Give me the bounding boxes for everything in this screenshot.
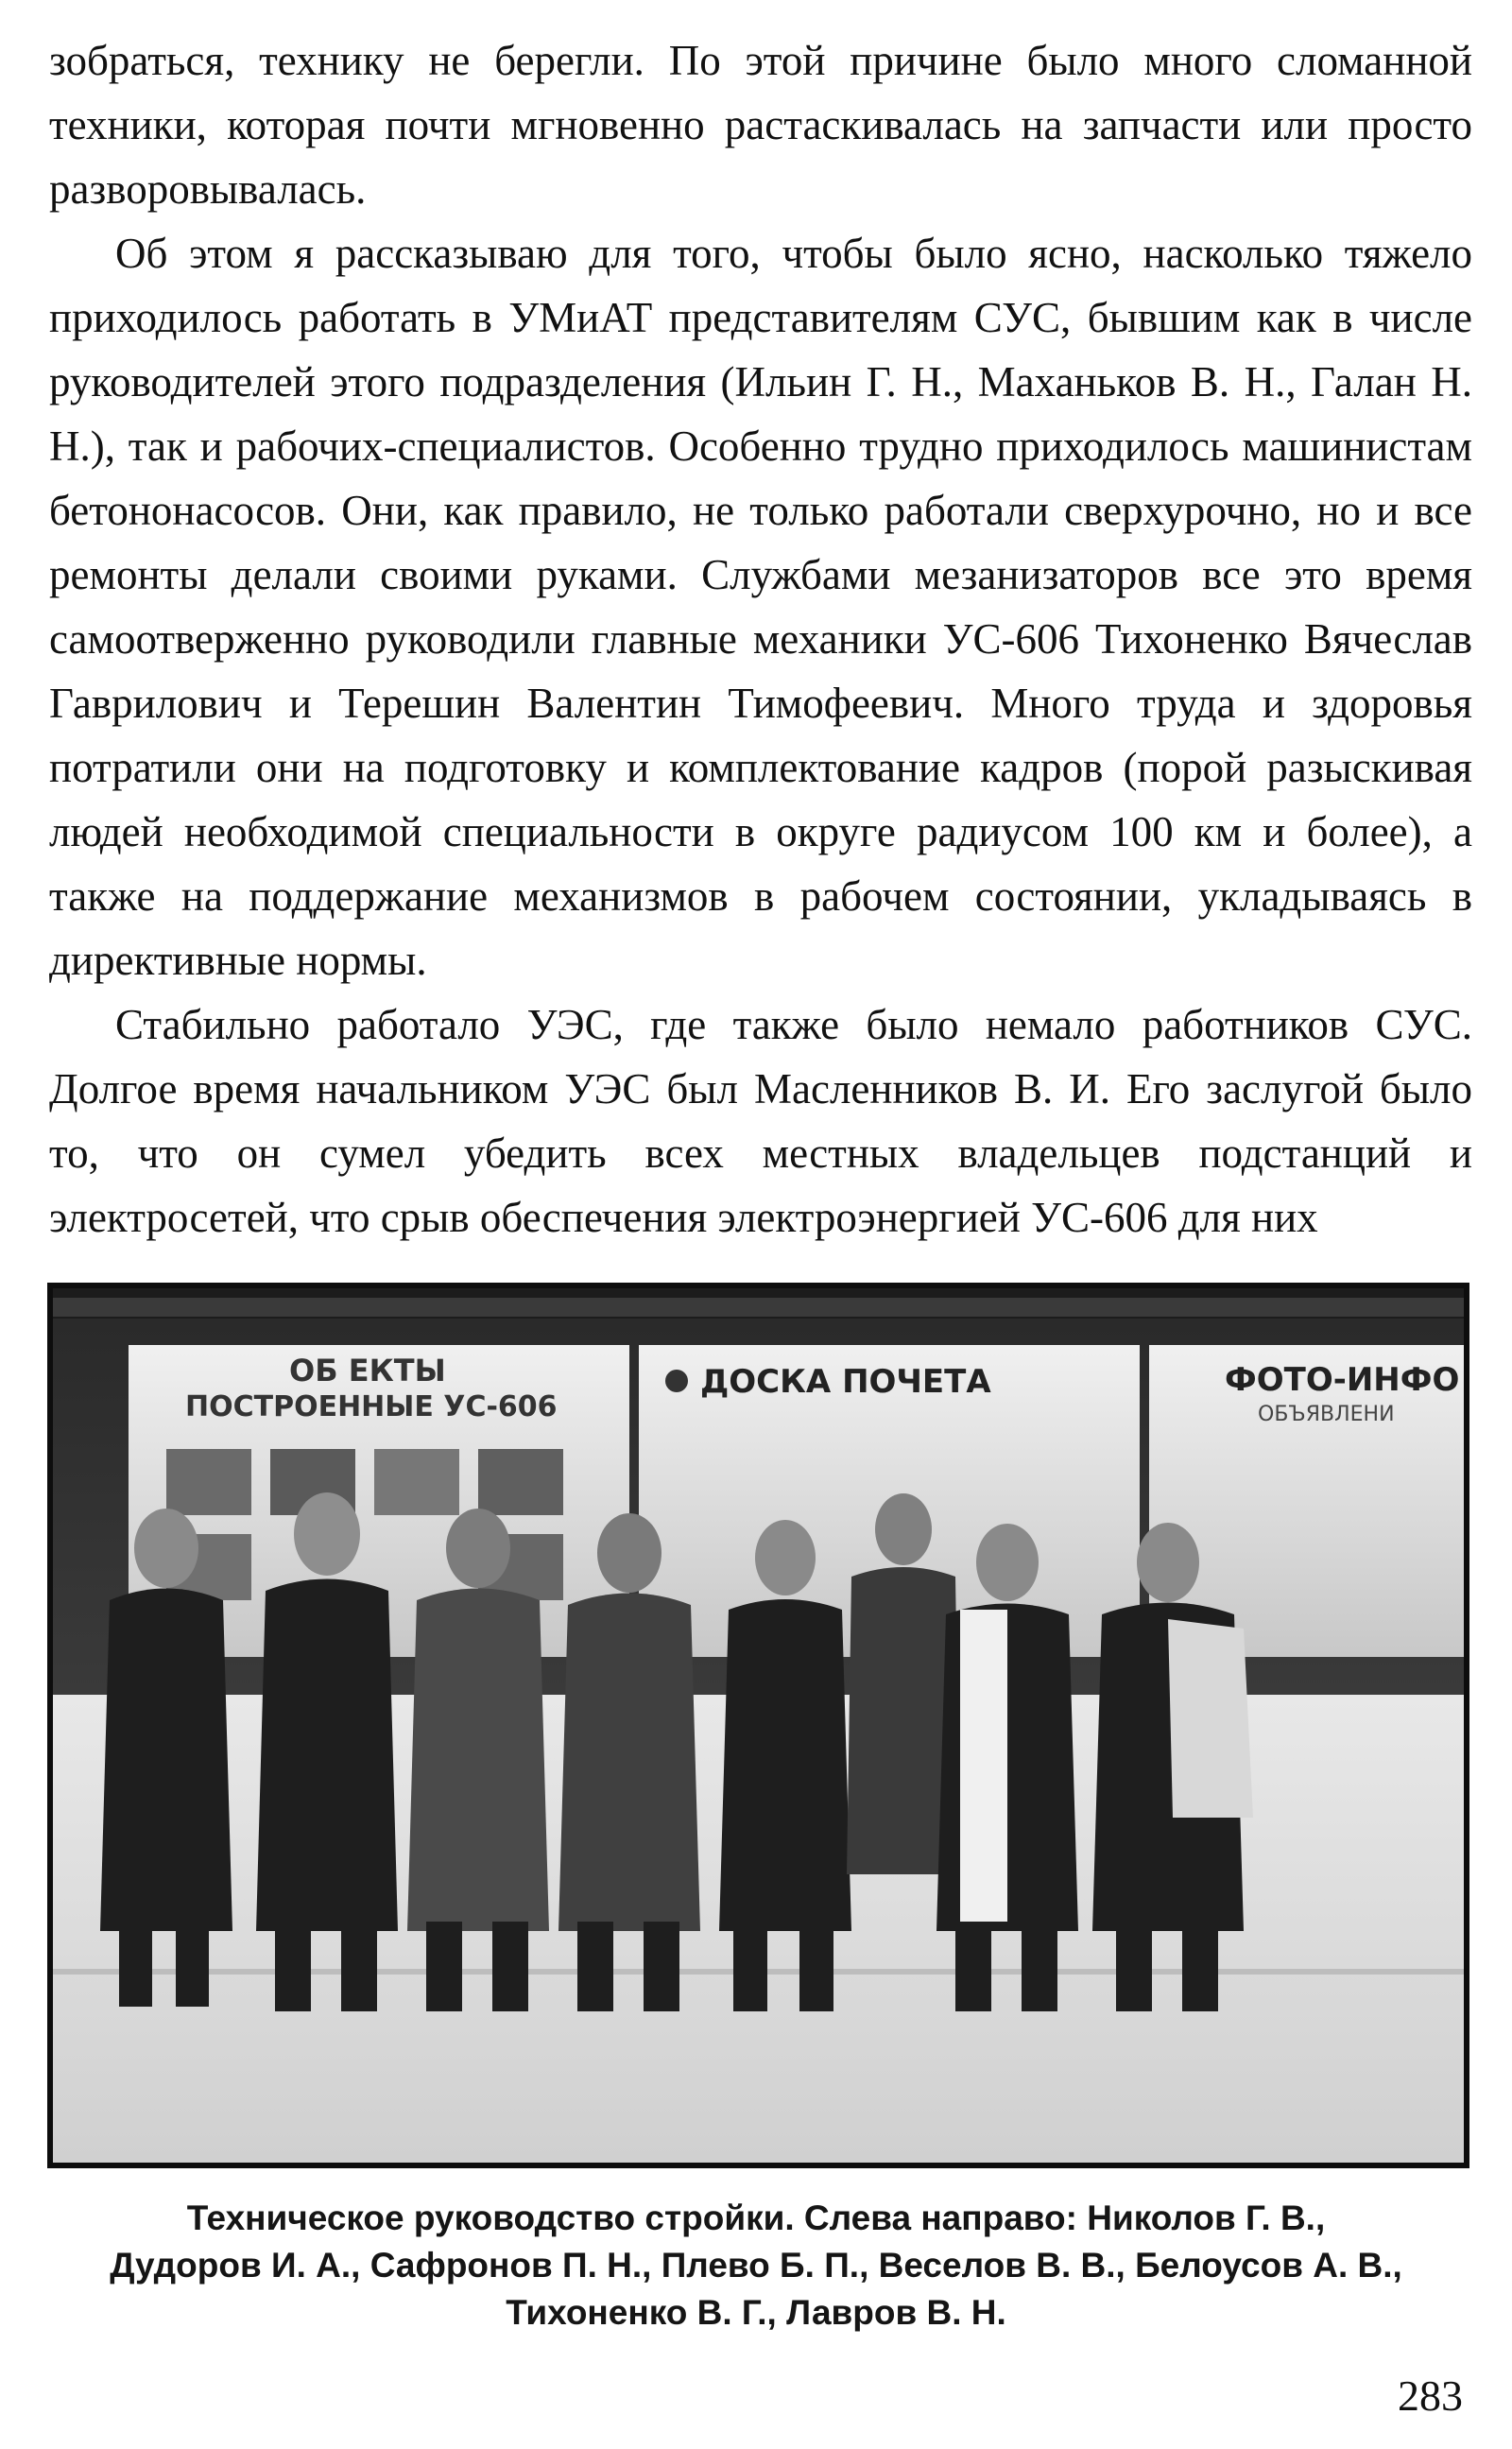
- caption-line-2: Дудоров И. А., Сафронов П. Н., Плево Б. П., Веселов В. В., Белоусов А. В.,: [110, 2246, 1402, 2285]
- body-text: [49, 28, 1472, 1250]
- page-number: 283: [1398, 2371, 1463, 2420]
- paragraph-1: зобраться, технику не берегли. По этой причине было много сломанной техники, которая почти мгновенно растаскивалась на запчасти или просто разворовывалась.: [49, 37, 1472, 213]
- sign-left-line2: ПОСТРОЕННЫЕ УС-606: [185, 1390, 558, 1423]
- group-photo-image: [53, 1288, 1464, 2163]
- sign-left-line1: ОБ ЕКТЫ: [289, 1353, 446, 1388]
- caption-line-1: Техническое руководство стройки. Слева направо: Николов Г. В.,: [186, 2199, 1326, 2237]
- caption-line-3: Тихоненко В. Г., Лавров В. Н.: [506, 2293, 1006, 2332]
- sign-center: ДОСКА ПОЧЕТА: [700, 1363, 991, 1401]
- paragraph-3: Стабильно работало УЭС, где также было немало работников СУС. Долгое время начальником УЭС был Масленников В. И. Его заслугой было то, что он сумел убедить всех местных владельцев подстанций и электросетей, что срыв обеспечения электроэнергией УС-606 для них: [49, 1001, 1472, 1241]
- group-photo: [47, 1283, 1469, 2168]
- paragraph-2: Об этом я рассказываю для того, чтобы было ясно, насколько тяжело приходилось работать в УМиАТ представителям СУС, бывшим как в числе руководителей этого подразделения (Ильин Г. Н., Маханьков В. Н., Галан Н. Н.), так и рабочих-специалистов. Особенно трудно приходилось машинистам бетононасосов. Они, как правило, не только работали сверхурочно, но и все ремонты делали своими руками. Службами мезанизаторов все это время самоотверженно руководили главные механики УС-606 Тихоненко Вячеслав Гаврилович и Терешин Валентин Тимофеевич. Много труда и здоровья потратили они на подготовку и комплектование кадров (порой разыскивая людей необходимой специальности в округе радиусом 100 км и более), а также на поддержание механизмов в рабочем состоянии, укладываясь в директивные нормы.: [49, 230, 1472, 984]
- sign-right-line1: ФОТО-ИНФО: [1225, 1361, 1460, 1399]
- photo-caption: [57, 2195, 1455, 2337]
- sign-right-line2: ОБЪЯВЛЕНИ: [1258, 1403, 1395, 1426]
